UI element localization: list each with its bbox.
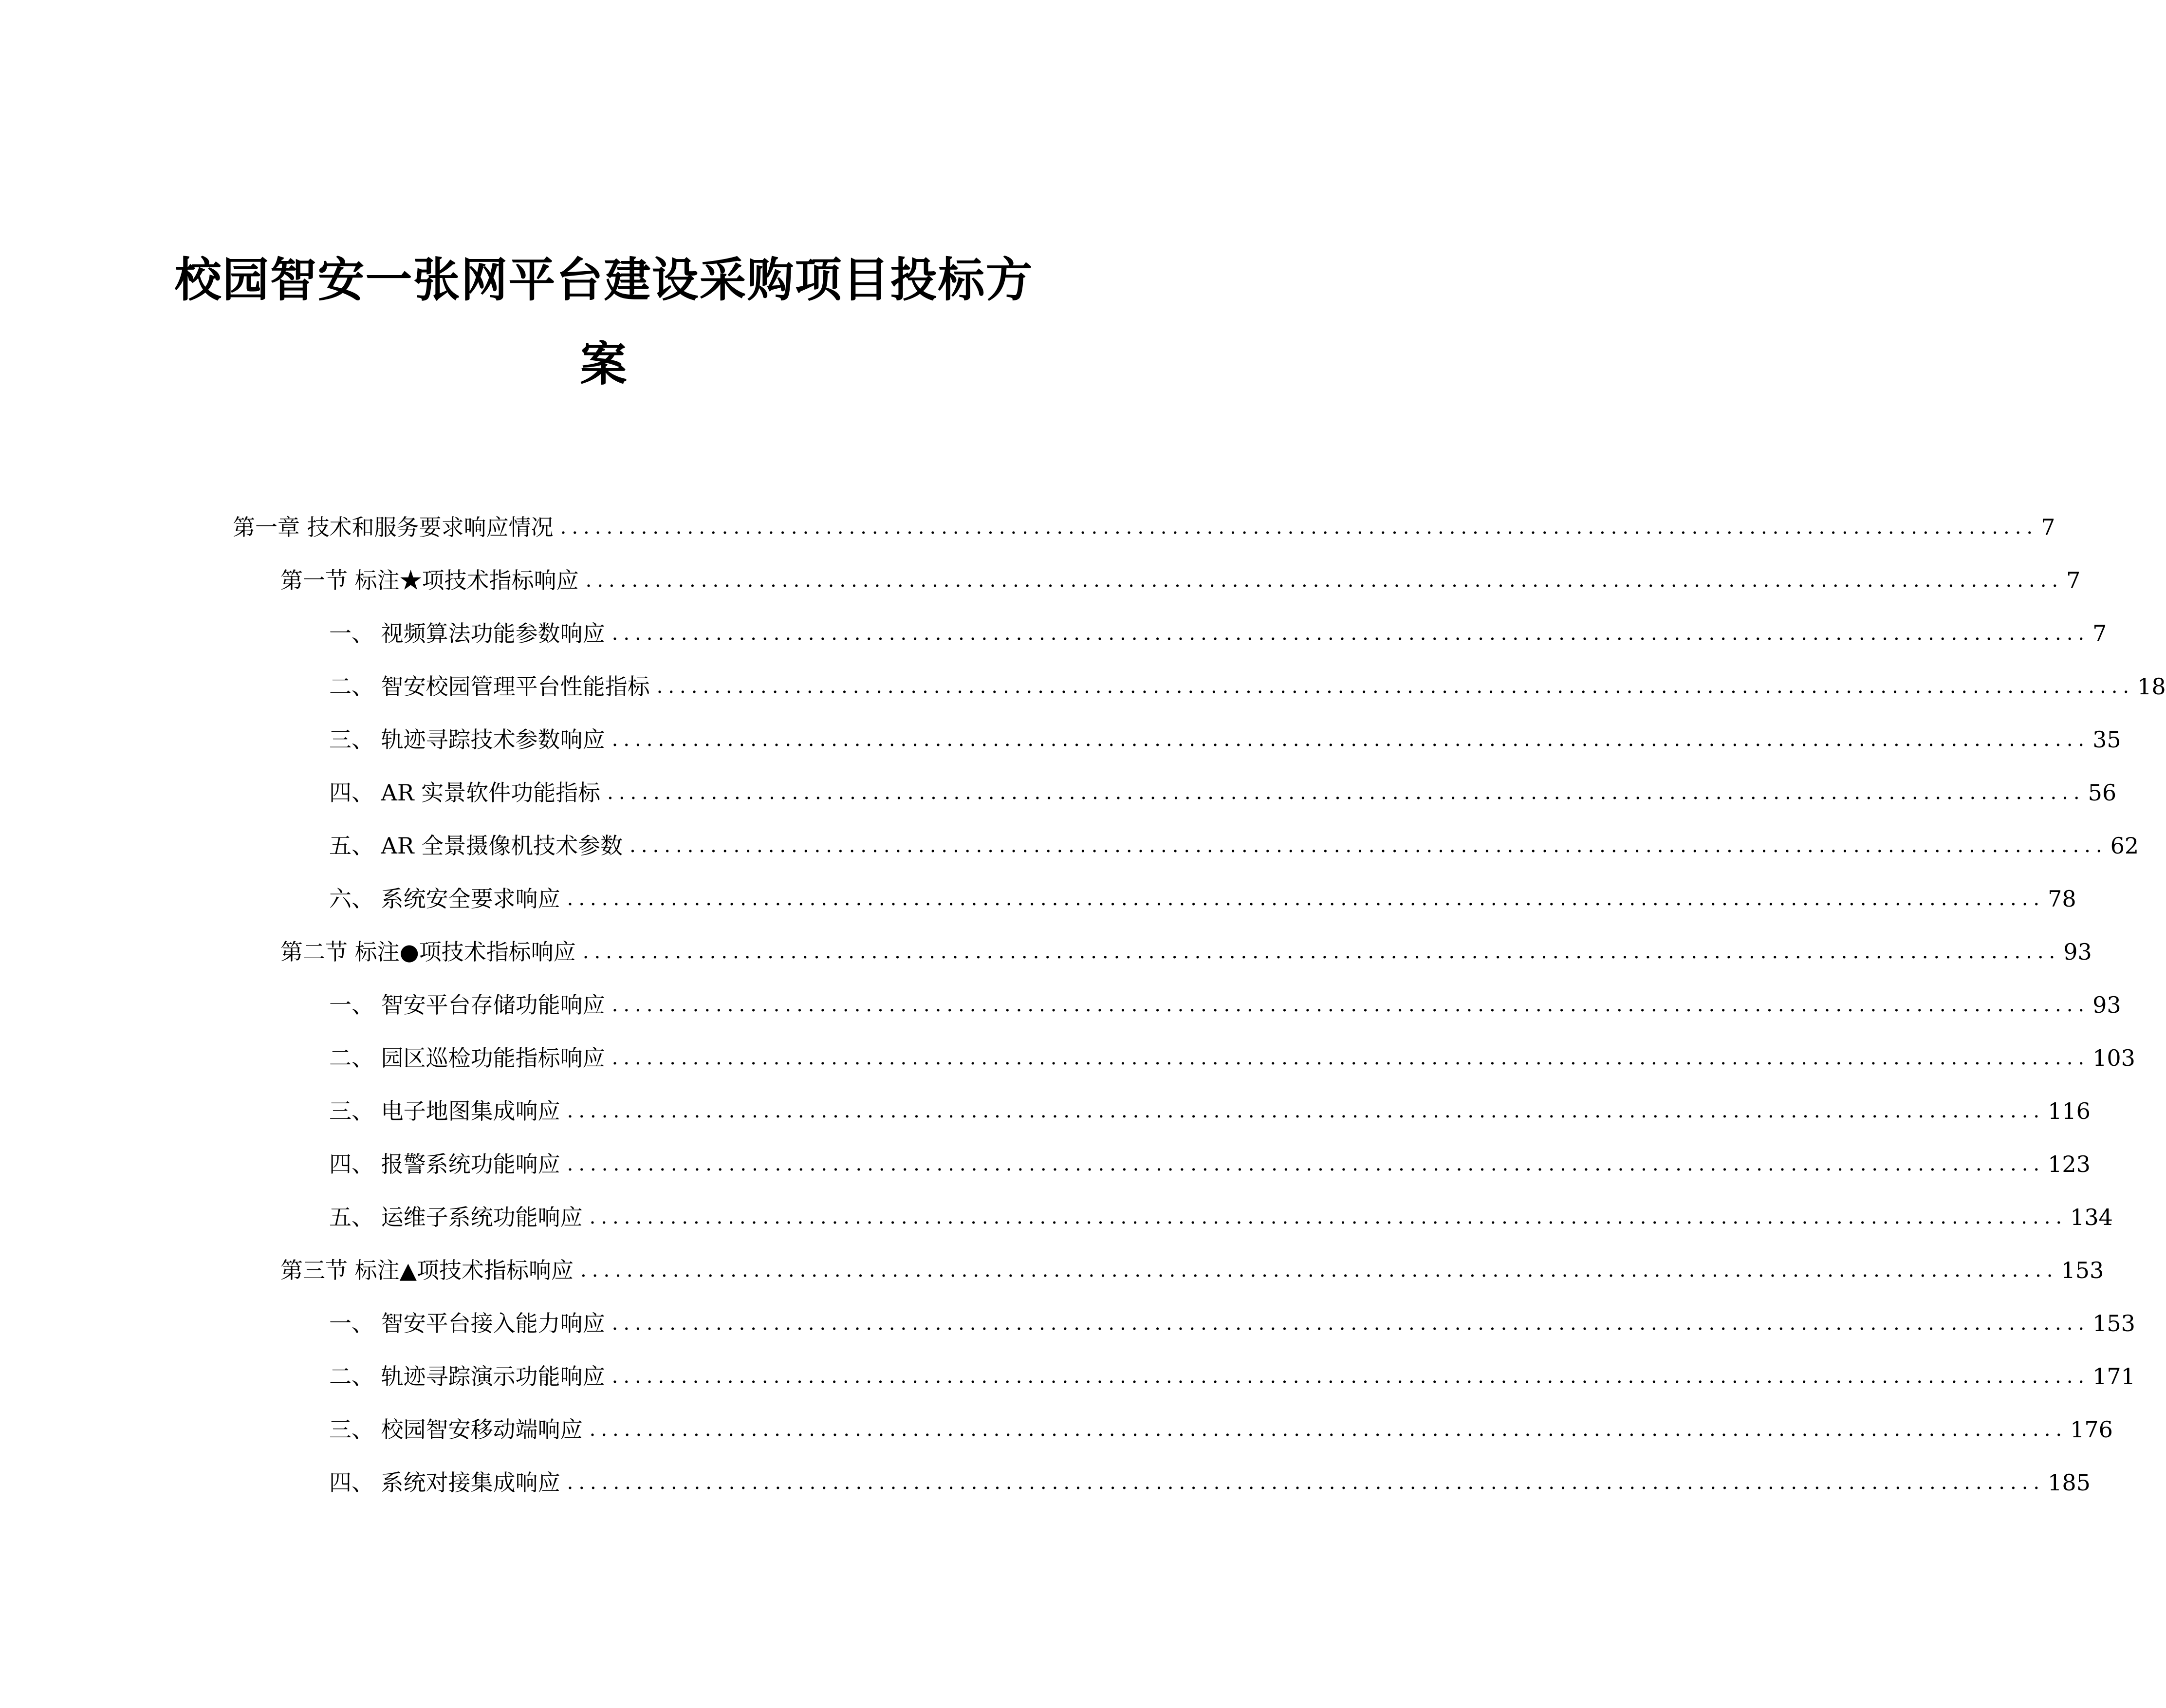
toc-entry-number: 二、 xyxy=(329,1363,374,1390)
toc-entry-number: 一、 xyxy=(329,620,374,647)
toc-entry[interactable] xyxy=(280,935,2092,969)
toc-entry[interactable] xyxy=(329,882,2076,916)
toc-entry-label xyxy=(329,829,629,863)
toc-entry-text: 系统对接集成响应 xyxy=(381,1469,560,1496)
toc-entry[interactable] xyxy=(329,1200,2113,1234)
toc-entry-label xyxy=(329,1041,612,1075)
toc-entry[interactable] xyxy=(329,723,2121,757)
toc-entry[interactable] xyxy=(329,669,2166,704)
toc-entry-number: 三、 xyxy=(329,1098,374,1124)
toc-entry[interactable] xyxy=(329,1041,2135,1075)
toc-leader-dots: ................................................................................................................................ xyxy=(611,622,2090,645)
toc-entry-page: 7 xyxy=(2041,514,2055,540)
toc-entry-number: 一、 xyxy=(329,1310,374,1337)
toc-entry[interactable] xyxy=(329,1147,2091,1181)
toc-entry-label xyxy=(329,1466,567,1500)
toc-entry[interactable] xyxy=(280,563,2081,597)
toc-entry[interactable] xyxy=(329,1094,2091,1128)
toc-entry-text: 智安平台接入能力响应 xyxy=(381,1310,605,1337)
document-title-line-1: 校园智安一张网平台建设采购项目投标方 xyxy=(174,253,1034,307)
toc-entry[interactable] xyxy=(329,829,2139,863)
toc-leader-dots: ................................................................................................................................ xyxy=(585,569,2064,592)
toc-entry-label xyxy=(280,563,586,597)
toc-entry-text: 轨迹寻踪技术参数响应 xyxy=(381,726,605,753)
toc-leader-dots: ................................................................................................................................ xyxy=(611,1312,2090,1335)
toc-leader-dots: ................................................................................................................................ xyxy=(629,835,2108,857)
toc-entry-label xyxy=(329,723,612,757)
toc-leader-dots: ................................................................................................................................ xyxy=(611,1047,2090,1069)
toc-entry-page: 18 xyxy=(2137,673,2166,700)
toc-entry[interactable] xyxy=(329,776,2117,810)
toc-entry-label xyxy=(280,1253,580,1287)
toc-entry-page: 103 xyxy=(2092,1045,2135,1071)
toc-entry-text: 运维子系统功能响应 xyxy=(381,1204,583,1230)
toc-entry-text: 校园智安移动端响应 xyxy=(381,1416,583,1443)
toc-entry-label xyxy=(329,1200,590,1234)
toc-entry-page: 78 xyxy=(2048,886,2076,912)
toc-entry-page: 62 xyxy=(2110,833,2139,859)
toc-entry-page: 56 xyxy=(2088,780,2117,806)
toc-entry-number: 第二节 xyxy=(280,939,348,965)
toc-entry-number: 第一节 xyxy=(280,567,348,594)
toc-entry-label xyxy=(329,669,657,704)
toc-leader-dots: ................................................................................................................................ xyxy=(582,941,2061,963)
toc-leader-dots: ................................................................................................................................ xyxy=(567,1100,2045,1122)
toc-entry-page: 176 xyxy=(2070,1416,2113,1443)
toc-entry-number: 二、 xyxy=(329,1045,374,1071)
toc-entry-number: 二、 xyxy=(329,673,374,700)
toc-leader-dots: ................................................................................................................................ xyxy=(567,1471,2045,1494)
toc-leader-dots: ................................................................................................................................ xyxy=(611,994,2090,1016)
toc-entry-number: 六、 xyxy=(329,886,374,912)
toc-entry-page: 93 xyxy=(2063,939,2092,965)
toc-leader-dots: ................................................................................................................................ xyxy=(611,728,2090,751)
toc-entry-number: 五、 xyxy=(329,833,374,859)
toc-leader-dots: ................................................................................................................................ xyxy=(589,1418,2068,1441)
toc-entry-label xyxy=(329,616,612,650)
toc-entry[interactable] xyxy=(329,1466,2091,1500)
toc-leader-dots: ................................................................................................................................ xyxy=(589,1206,2068,1228)
toc-entry-text: 技术和服务要求响应情况 xyxy=(307,514,554,540)
toc-entry-label xyxy=(329,1094,567,1128)
toc-entry-text: 电子地图集成响应 xyxy=(381,1098,560,1124)
toc-entry-label xyxy=(329,776,607,810)
toc-entry-number: 四、 xyxy=(329,1151,374,1177)
toc-entry-text: 视频算法功能参数响应 xyxy=(381,620,605,647)
toc-leader-dots: ................................................................................................................................ xyxy=(567,1153,2045,1175)
toc-entry-number: 三、 xyxy=(329,1416,374,1443)
toc-entry-text: 系统安全要求响应 xyxy=(381,886,560,912)
toc-entry-page: 7 xyxy=(2092,620,2107,647)
toc-entry-label xyxy=(329,1412,590,1447)
toc-leader-dots: ................................................................................................................................ xyxy=(607,781,2085,804)
toc-leader-dots: ................................................................................................................................ xyxy=(567,888,2045,910)
toc-entry-number: 第一章 xyxy=(233,514,300,540)
toc-leader-dots: ................................................................................................................................ xyxy=(560,516,2038,538)
toc-entry-label xyxy=(329,882,567,916)
toc-entry[interactable] xyxy=(329,1412,2113,1447)
toc-entry-page: 171 xyxy=(2092,1363,2135,1390)
toc-leader-dots: ................................................................................................................................ xyxy=(611,1365,2090,1388)
toc-entry-page: 153 xyxy=(2092,1310,2135,1337)
toc-entry-text: AR 全景摄像机技术参数 xyxy=(381,833,623,859)
toc-entry-page: 116 xyxy=(2048,1098,2091,1124)
toc-entry-text: 报警系统功能响应 xyxy=(381,1151,560,1177)
toc-entry-number: 五、 xyxy=(329,1204,374,1230)
toc-entry-text: 智安平台存储功能响应 xyxy=(381,992,605,1018)
toc-entry-text: 标注★项技术指标响应 xyxy=(354,567,579,594)
toc-entry-page: 7 xyxy=(2066,567,2081,594)
toc-entry-page: 153 xyxy=(2061,1257,2104,1283)
toc-entry-page: 123 xyxy=(2048,1151,2091,1177)
toc-entry-text: AR 实景软件功能指标 xyxy=(381,780,601,806)
toc-entry[interactable] xyxy=(329,1359,2135,1393)
toc-entry-number: 四、 xyxy=(329,780,374,806)
toc-entry-text: 园区巡检功能指标响应 xyxy=(381,1045,605,1071)
toc-entry[interactable] xyxy=(329,988,2121,1022)
toc-entry-number: 三、 xyxy=(329,726,374,753)
toc-entry-text: 标注▲项技术指标响应 xyxy=(354,1257,574,1283)
toc-entry-number: 四、 xyxy=(329,1469,374,1496)
document-title-line-2: 案 xyxy=(580,337,628,391)
toc-entry-label xyxy=(329,988,612,1022)
toc-entry-text: 智安校园管理平台性能指标 xyxy=(381,673,650,700)
toc-entry[interactable] xyxy=(329,616,2107,650)
toc-entry-label xyxy=(280,935,583,969)
toc-entry[interactable] xyxy=(329,1306,2135,1340)
toc-leader-dots: ................................................................................................................................ xyxy=(656,675,2135,698)
toc-entry-label xyxy=(329,1147,567,1181)
toc-entry-page: 35 xyxy=(2092,726,2121,753)
toc-entry[interactable] xyxy=(280,1253,2104,1287)
toc-leader-dots: ................................................................................................................................ xyxy=(580,1259,2058,1281)
toc-entry-page: 93 xyxy=(2092,992,2121,1018)
toc-entry-text: 轨迹寻踪演示功能响应 xyxy=(381,1363,605,1390)
toc-entry-label xyxy=(233,510,560,544)
toc-entry-label xyxy=(329,1306,612,1340)
toc-entry-page: 185 xyxy=(2048,1469,2091,1496)
toc-entry-page: 134 xyxy=(2070,1204,2113,1230)
toc-entry-label xyxy=(329,1359,612,1393)
toc-entry[interactable] xyxy=(233,510,2055,544)
toc-entry-number: 第三节 xyxy=(280,1257,348,1283)
toc-entry-number: 一、 xyxy=(329,992,374,1018)
toc-entry-text: 标注●项技术指标响应 xyxy=(354,939,576,965)
